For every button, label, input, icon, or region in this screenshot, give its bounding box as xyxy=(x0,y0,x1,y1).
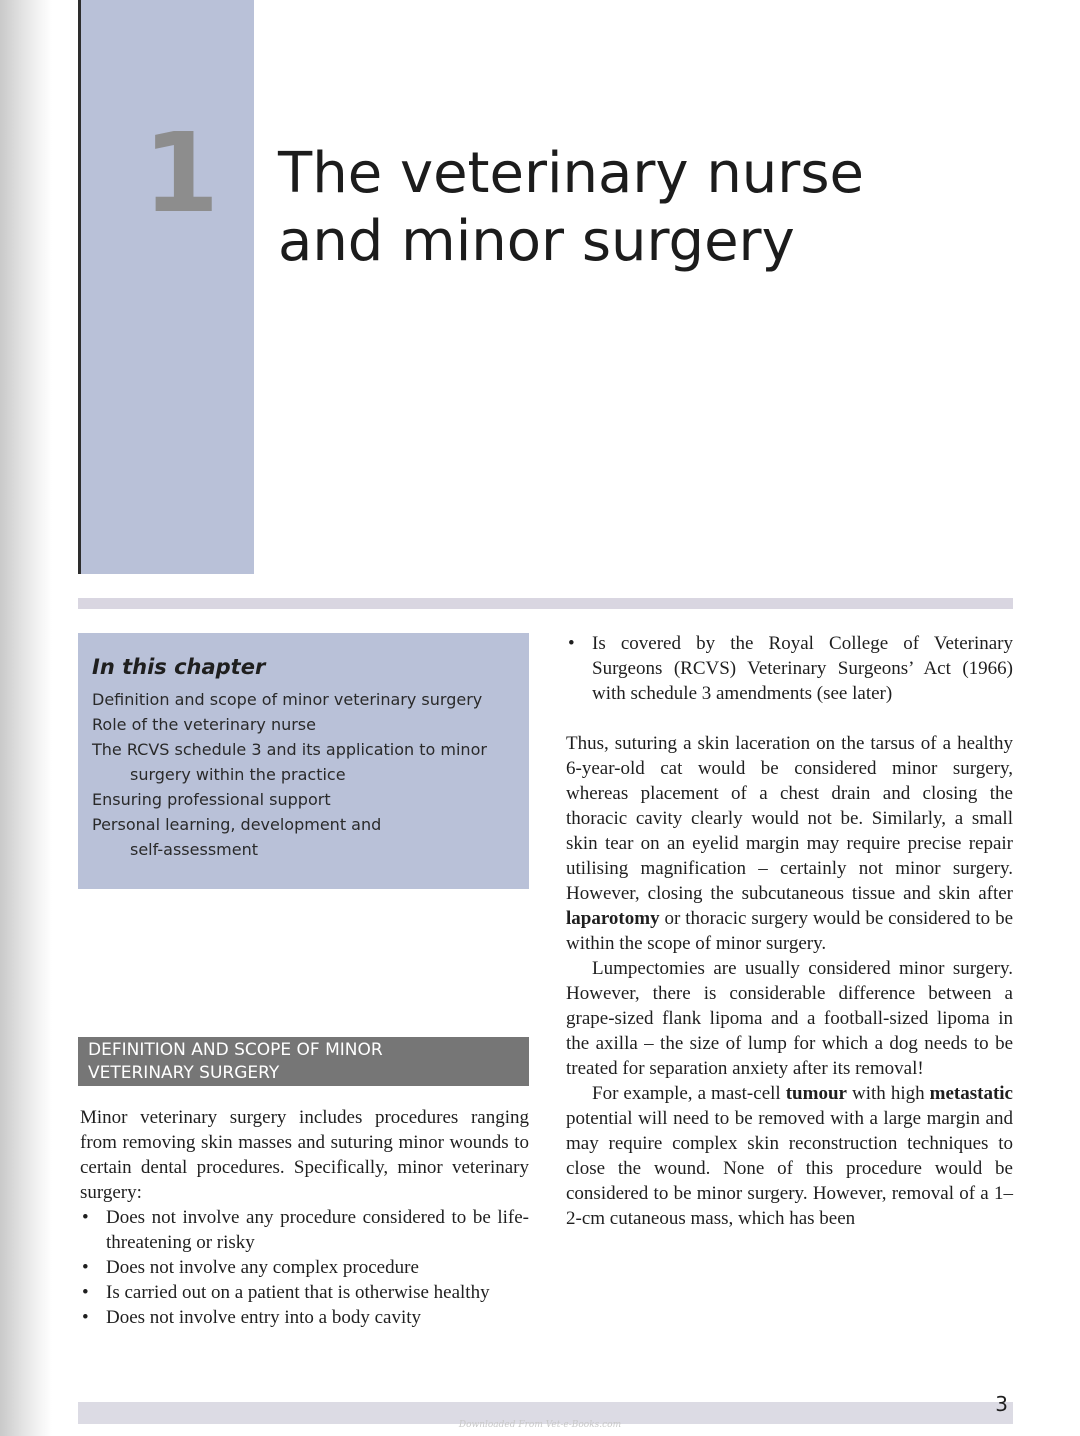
left-column xyxy=(80,1105,529,1330)
chapter-number: 1 xyxy=(142,109,220,237)
text-run: Thus, suturing a skin laceration on the tarsus of a healthy 6-year-old cat would be considered minor surgery, whereas placement of a chest drain and closing the thoracic cavity clearly would not be. Similarly, a small skin tear on an eyelid margin may require precise repair utilising magnification – certainly not minor surgery. However, closing the subcutaneous tissue and skin after xyxy=(566,733,1013,904)
bold-term: tumour xyxy=(785,1083,847,1104)
list-item: surgery within the practice xyxy=(130,765,346,784)
chapter-title xyxy=(278,140,1038,276)
text-run: For example, a mast-cell xyxy=(592,1083,786,1104)
page-spine-shadow xyxy=(0,0,52,1436)
section-heading-line: DEFINITION AND SCOPE OF MINOR xyxy=(88,1040,383,1060)
list-item: • Does not involve any complex procedure xyxy=(80,1255,529,1280)
list-item: • Does not involve entry into a body cavity xyxy=(80,1305,529,1330)
right-column xyxy=(566,631,1013,1231)
list-item: Role of the veterinary nurse xyxy=(92,715,316,734)
list-item: Ensuring professional support xyxy=(92,790,331,809)
list-item: Personal learning, development and xyxy=(92,815,382,834)
intro-paragraph: Minor veterinary surgery includes procedures ranging from removing skin masses and suturing minor wounds to certain dental procedures. Specifically, minor veterinary surgery: xyxy=(80,1107,529,1203)
criteria-list xyxy=(80,1205,529,1330)
bold-term: laparotomy xyxy=(566,908,660,929)
text-run: or thoracic surgery would be considered to be within the scope of minor surgery. xyxy=(566,908,1013,954)
list-item: The RCVS schedule 3 and its application to minor xyxy=(92,740,487,759)
chapter-band xyxy=(78,0,254,574)
chapter-title-line: The veterinary nurse xyxy=(278,141,864,206)
body-paragraph: Lumpectomies are usually considered minor surgery. However, there is considerable difference between a grape-sized flank lipoma and a football-sized lipoma in the axilla – the size of lump for which a dog needs to be treated for separation anxiety after its removal! xyxy=(566,958,1013,1079)
section-heading xyxy=(78,1037,529,1086)
watermark-text: Downloaded From Vet-e-Books.com xyxy=(458,1420,622,1430)
bold-term: metastatic xyxy=(929,1083,1013,1104)
page-number: 3 xyxy=(995,1392,1008,1416)
divider-band xyxy=(78,598,1013,609)
text-run: potential will need to be removed with a large margin and may require complex skin reconstruction techniques to close the wound. None of this procedure would be considered to be minor surgery. However, removal of a 1–2-cm cutaneous mass, which has been xyxy=(566,1108,1013,1229)
paragraph-gap xyxy=(566,706,1013,731)
list-item: • Is carried out on a patient that is otherwise healthy xyxy=(80,1280,529,1305)
in-this-chapter-heading: In this chapter xyxy=(92,655,266,679)
list-item: Definition and scope of minor veterinary surgery xyxy=(92,690,483,709)
body-paragraph xyxy=(566,1081,1013,1231)
body-paragraph xyxy=(566,731,1013,956)
criteria-list-continued xyxy=(566,631,1013,706)
chapter-title-line: and minor surgery xyxy=(278,209,795,274)
list-item: self-assessment xyxy=(130,840,258,859)
section-heading-line: VETERINARY SURGERY xyxy=(88,1063,280,1083)
list-item: • Does not involve any procedure considered to be life-threatening or risky xyxy=(80,1205,529,1255)
text-run: with high xyxy=(846,1083,930,1104)
in-this-chapter-box xyxy=(78,633,529,889)
chapter-contents-list xyxy=(92,687,515,862)
list-item: • Is covered by the Royal College of Veterinary Surgeons (RCVS) Veterinary Surgeons’ Act (1966) with schedule 3 amendments (see later) xyxy=(566,631,1013,706)
